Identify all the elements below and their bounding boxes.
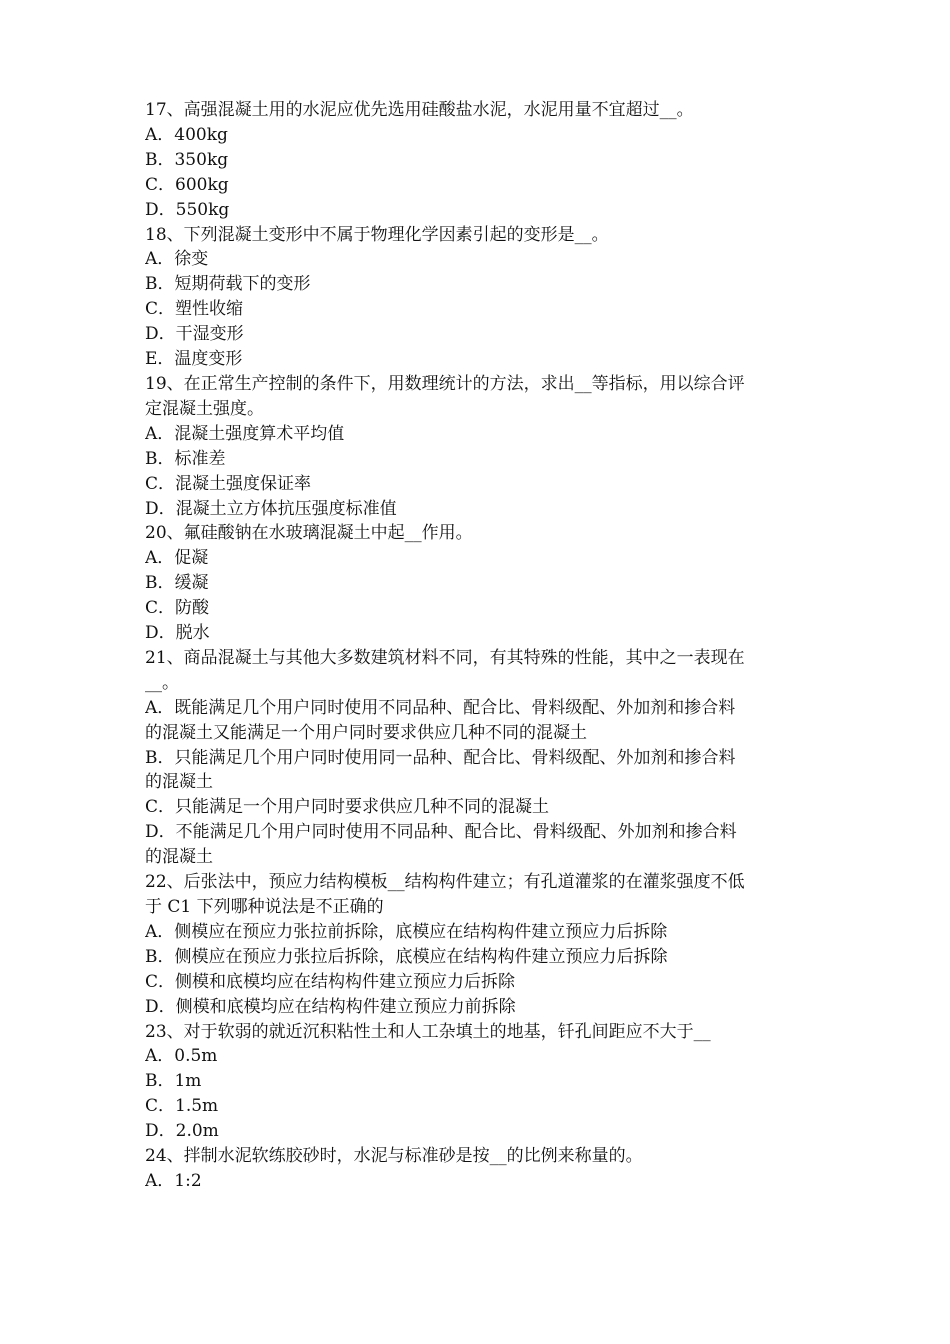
question-20: 20、氟硅酸钠在水玻璃混凝土中起__作用。 <box>145 523 473 544</box>
q19-option-d: D．混凝土立方体抗压强度标准值 <box>145 498 397 519</box>
q21-option-a: A．既能满足几个用户同时使用不同品种、配合比、骨料级配、外加剂和掺合料 <box>145 697 736 718</box>
q21-option-a-cont: 的混凝土又能满足一个用户同时要求供应几种不同的混凝土 <box>145 722 587 743</box>
q21-option-c: C．只能满足一个用户同时要求供应几种不同的混凝土 <box>145 797 550 818</box>
q19-option-a: A．混凝土强度算术平均值 <box>145 423 345 444</box>
q18-option-a: A．徐变 <box>145 249 209 270</box>
document-page <box>145 98 813 1194</box>
question-23: 23、对于软弱的就近沉积粘性土和人工杂填土的地基，钎孔间距应不大于__ <box>145 1021 711 1042</box>
question-18: 18、下列混凝土变形中不属于物理化学因素引起的变形是__。 <box>145 224 609 245</box>
q24-option-a: A．1:2 <box>145 1170 202 1191</box>
q19-option-c: C．混凝土强度保证率 <box>145 473 312 494</box>
q21-option-d-cont: 的混凝土 <box>145 847 213 868</box>
question-21-cont: __。 <box>145 672 179 693</box>
q17-option-a: A．400kg <box>145 124 228 145</box>
q18-option-e: E．温度变形 <box>145 349 243 370</box>
question-21: 21、商品混凝土与其他大多数建筑材料不同，有其特殊的性能，其中之一表现在 <box>145 647 745 668</box>
question-19: 19、在正常生产控制的条件下，用数理统计的方法，求出__等指标，用以综合评 <box>145 373 745 394</box>
question-22-cont: 于 C1 下列哪种说法是不正确的 <box>145 897 384 917</box>
q23-option-a: A．0.5m <box>145 1046 218 1067</box>
q19-option-b: B．标准差 <box>145 448 226 469</box>
q17-option-d: D．550kg <box>145 199 230 220</box>
q23-option-c: C．1.5m <box>145 1096 219 1117</box>
question-17: 17、高强混凝土用的水泥应优先选用硅酸盐水泥，水泥用量不宜超过__。 <box>145 100 694 120</box>
question-24: 24、拌制水泥软练胶砂时，水泥与标准砂是按__的比例来称量的。 <box>145 1146 643 1167</box>
q22-option-b: B．侧模应在预应力张拉后拆除，底模应在结构构件建立预应力后拆除 <box>145 946 668 967</box>
q20-option-d: D．脱水 <box>145 623 210 644</box>
q22-option-a: A．侧模应在预应力张拉前拆除，底模应在结构构件建立预应力后拆除 <box>145 921 668 942</box>
q17-option-c: C．600kg <box>145 174 229 195</box>
q21-option-d: D．不能满足几个用户同时使用不同品种、配合比、骨料级配、外加剂和掺合料 <box>145 822 737 843</box>
q17-option-b: B．350kg <box>145 149 229 170</box>
q22-option-c: C．侧模和底模均应在结构构件建立预应力后拆除 <box>145 971 516 992</box>
q18-option-b: B．短期荷载下的变形 <box>145 274 311 295</box>
q20-option-b: B．缓凝 <box>145 573 209 594</box>
question-22: 22、后张法中，预应力结构模板__结构构件建立；有孔道灌浆的在灌浆强度不低 <box>145 872 745 893</box>
q21-option-b-cont: 的混凝土 <box>145 772 213 793</box>
q23-option-b: B．1m <box>145 1071 202 1092</box>
q20-option-c: C．防酸 <box>145 598 210 619</box>
q21-option-b: B．只能满足几个用户同时使用同一品种、配合比、骨料级配、外加剂和掺合料 <box>145 747 736 768</box>
q23-option-d: D．2.0m <box>145 1121 219 1142</box>
q18-option-d: D．干湿变形 <box>145 324 244 345</box>
q20-option-a: A．促凝 <box>145 548 209 569</box>
question-19-cont: 定混凝土强度。 <box>145 398 264 419</box>
q18-option-c: C．塑性收缩 <box>145 299 244 320</box>
q22-option-d: D．侧模和底模均应在结构构件建立预应力前拆除 <box>145 996 516 1017</box>
